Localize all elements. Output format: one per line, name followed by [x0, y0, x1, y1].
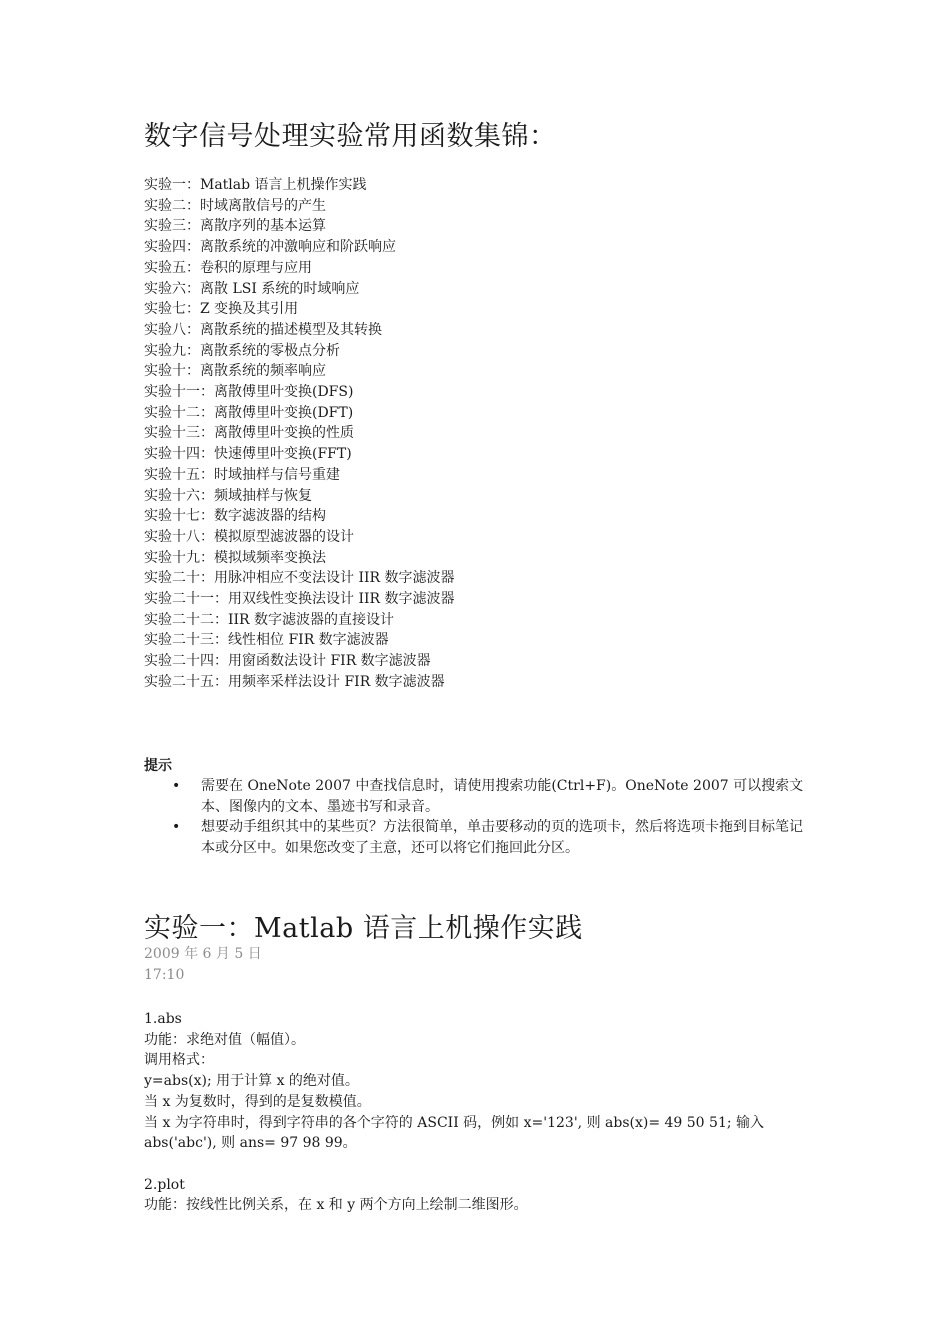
experiment-item: 实验十六：频域抽样与恢复 [144, 487, 312, 504]
experiment-item: 实验十二：离散傅里叶变换(DFT) [144, 404, 354, 421]
experiment-item: 实验二十五：用频率采样法设计 FIR 数字滤波器 [144, 673, 445, 690]
experiment-item: 实验九：离散系统的零极点分析 [144, 342, 340, 359]
experiment-item: 实验二十一：用双线性变换法设计 IIR 数字滤波器 [144, 591, 455, 608]
experiment-item: 实验十三：离散傅里叶变换的性质 [144, 425, 354, 442]
experiment-item: 实验七：Z 变换及其引用 [144, 301, 299, 318]
experiment-item: 实验二十三：线性相位 FIR 数字滤波器 [144, 632, 389, 649]
experiment-item: 实验十一：离散傅里叶变换(DFS) [144, 384, 354, 401]
body-line: abs('abc'), 则 ans= 97 98 99。 [144, 1135, 357, 1152]
function-heading: 1.abs [144, 1011, 182, 1027]
experiment-item: 实验十：离散系统的频率响应 [144, 363, 326, 380]
experiment-item: 实验三：离散序列的基本运算 [144, 218, 326, 235]
body-line: 功能：求绝对值（幅值）。 [144, 1031, 305, 1048]
experiment-item: 实验十五：时域抽样与信号重建 [144, 466, 340, 483]
bullet-icon: • [172, 819, 181, 836]
body-line: 功能：按线性比例关系，在 x 和 y 两个方向上绘制二维图形。 [144, 1197, 528, 1214]
page-title: 数字信号处理实验常用函数集锦： [144, 121, 557, 152]
tip-text: 想要动手组织其中的某些页？方法很简单，单击要移动的页的选项卡，然后将选项卡拖到目标笔记本或分区中。如果您改变了主意，还可以将它们拖回此分区。 [201, 819, 803, 857]
tip-item [172, 817, 804, 858]
function-heading: 2.plot [144, 1176, 185, 1193]
page-date: 2009 年 6 月 5 日 [144, 946, 262, 962]
experiment-item: 实验十八：模拟原型滤波器的设计 [144, 528, 354, 545]
experiment-item: 实验二十二：IIR 数字滤波器的直接设计 [144, 611, 395, 628]
experiment-item: 实验十四：快速傅里叶变换(FFT) [144, 446, 352, 463]
body-line: 当 x 为复数时，得到的是复数模值。 [144, 1093, 371, 1110]
experiment-item: 实验二十：用脉冲相应不变法设计 IIR 数字滤波器 [144, 570, 455, 587]
experiment-item: 实验八：离散系统的描述模型及其转换 [144, 321, 382, 338]
bullet-icon: • [172, 778, 181, 794]
tip-text: 需要在 OneNote 2007 中查找信息时，请使用搜索功能(Ctrl+F)。OneNote 2007 可以搜索文本、图像内的文本、墨迹书写和录音。 [201, 778, 804, 815]
body-line: 当 x 为字符串时，得到字符串的各个字符的 ASCII 码，例如 x='123', 则 abs(x)= 49 50 51; 输入 [144, 1114, 765, 1131]
tips-list [172, 776, 804, 859]
experiment-item: 实验二：时域离散信号的产生 [144, 197, 326, 214]
experiment-item: 实验二十四：用窗函数法设计 FIR 数字滤波器 [144, 653, 431, 670]
section-body [144, 1009, 804, 1216]
section-title: 实验一：Matlab 语言上机操作实践 [144, 913, 583, 944]
experiment-item: 实验十九：模拟域频率变换法 [144, 549, 326, 566]
experiment-item: 实验十七：数字滤波器的结构 [144, 508, 326, 525]
experiment-list [144, 175, 455, 693]
body-line: 调用格式： [144, 1052, 214, 1069]
body-line: y=abs(x); 用于计算 x 的绝对值。 [144, 1073, 359, 1090]
experiment-item: 实验一：Matlab 语言上机操作实践 [144, 177, 367, 193]
page-time: 17:10 [144, 967, 185, 983]
experiment-item: 实验四：离散系统的冲激响应和阶跃响应 [144, 239, 396, 256]
experiment-item: 实验五：卷积的原理与应用 [144, 259, 312, 276]
tip-item [172, 776, 804, 817]
experiment-item: 实验六：离散 LSI 系统的时域响应 [144, 280, 360, 297]
tips-heading: 提示 [144, 758, 172, 774]
blank-line [144, 1154, 804, 1175]
